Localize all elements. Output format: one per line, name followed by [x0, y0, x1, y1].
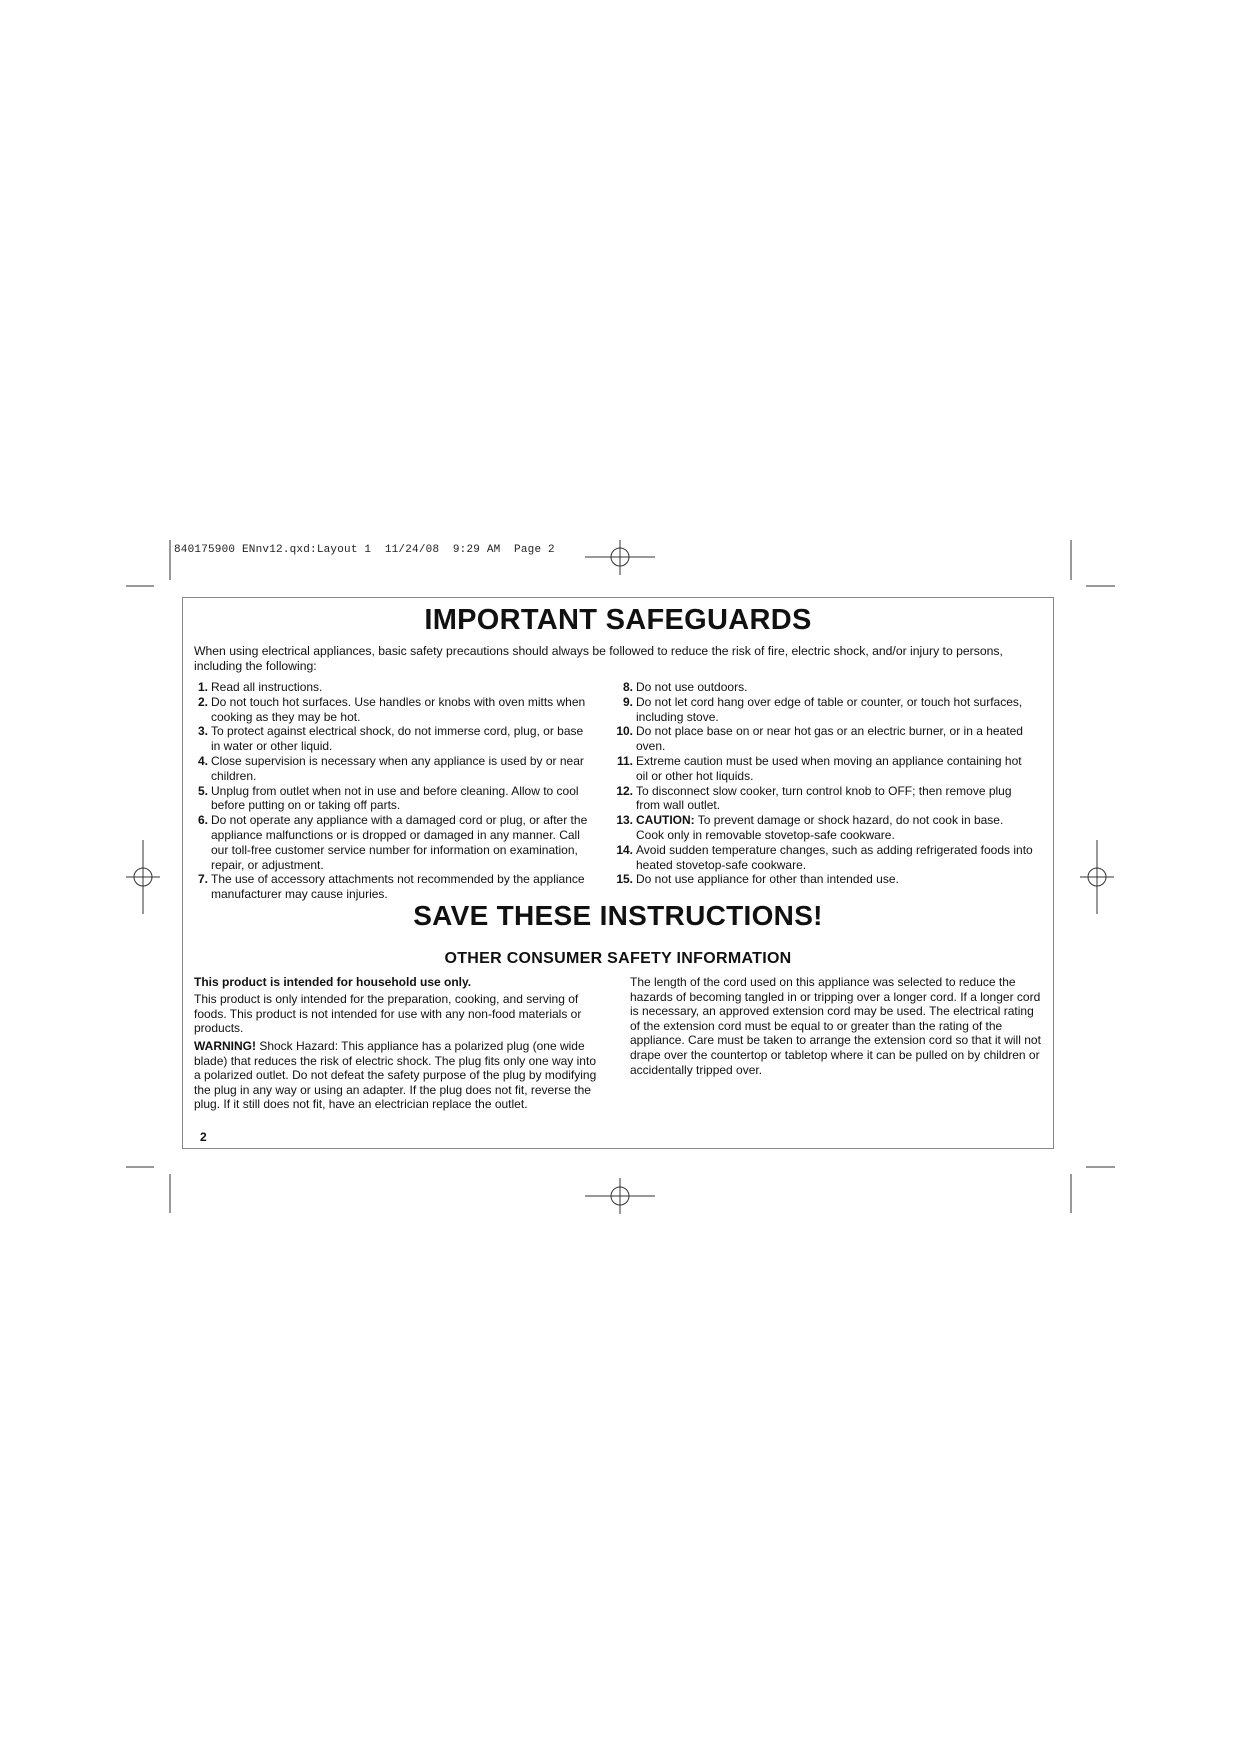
- list-item: 11. Extreme caution must be used when moving an appliance containing hot oil or other hot liquids.: [616, 753, 1022, 783]
- file-slug: 840175900 ENnv12.qxd:Layout 1 11/24/08 9:29 AM Page 2: [174, 544, 555, 556]
- save-instructions-heading: SAVE THESE INSTRUCTIONS!: [413, 900, 823, 931]
- caution-label: CAUTION:: [636, 813, 695, 828]
- household-note: This product is intended for household use only.: [194, 975, 472, 989]
- list-item: 8. Do not use outdoors.: [622, 680, 748, 694]
- safeguards-list-left: [189, 680, 589, 902]
- safeguards-panel: [182, 597, 1054, 1149]
- warning-paragraph: WARNING! Shock Hazard: This appliance has a polarized plug (one wide blade) that reduces the risk of electric shock. The plug fits only one way into a polarized outlet. Do not defeat the safety purpose of the plug by modifying the plug in any way or using an adapter. If the plug does not fit, reverse the plug. If it still does not fit, have an electrician replace the outlet.: [194, 1039, 597, 1112]
- list-item: 5. Unplug from outlet when not in use and before cleaning. Allow to cool before putting on or taking off parts.: [197, 783, 579, 813]
- list-item: 3. To protect against electrical shock, do not immerse cord, plug, or base in water or other liquid.: [197, 724, 584, 754]
- registration-mark-right: [1080, 840, 1114, 914]
- list-item: 10. Do not place base on or near hot gas or an electric burner, or in a heated oven.: [616, 724, 1023, 754]
- list-item: 7. The use of accessory attachments not recommended by the appliance manufacturer may cause injuries.: [197, 872, 585, 902]
- safeguards-list-right: [614, 680, 1034, 887]
- list-item: 13. CAUTION: To prevent damage or shock hazard, do not cook in base. Cook only in removable stovetop-safe cookware.: [616, 813, 1004, 842]
- list-item: 15. Do not use appliance for other than intended use.: [616, 872, 899, 887]
- intro-text: When using electrical appliances, basic safety precautions should always be followed to reduce the risk of fire, electric shock, and/or injury to persons, including the following:: [194, 644, 1003, 673]
- registration-mark-bottom: [585, 1178, 655, 1214]
- list-item: 2. Do not touch hot surfaces. Use handles or knobs with oven mitts when cooking as they may be hot.: [197, 694, 586, 724]
- other-safety-heading: OTHER CONSUMER SAFETY INFORMATION: [444, 950, 792, 967]
- list-item: 6. Do not operate any appliance with a damaged cord or plug, or after the appliance malfunctions or is dropped or damaged in any manner. Call our toll-free customer service number for information on examination, repair, or adjustment.: [197, 813, 588, 872]
- list-item: 1. Read all instructions.: [197, 680, 323, 694]
- page-number: 2: [200, 1130, 207, 1144]
- intended-use-paragraph: This product is only intended for the preparation, cooking, and serving of foods. This product is not intended for use with any non-food materials or products.: [194, 992, 582, 1036]
- warning-label: WARNING!: [194, 1039, 256, 1053]
- registration-mark-top: [585, 540, 655, 575]
- list-item: 4. Close supervision is necessary when any appliance is used by or near children.: [197, 753, 584, 783]
- list-item: 14. Avoid sudden temperature changes, such as adding refrigerated foods into heated stovetop-safe cookware.: [616, 842, 1033, 872]
- registration-mark-left: [126, 840, 160, 914]
- cord-paragraph: The length of the cord used on this appliance was selected to reduce the hazards of becoming tangled in or tripping over a longer cord. If a longer cord is necessary, an approved extension cord may be used. The electrical rating of the extension cord must be equal to or greater than the rating of the appliance. Care must be taken to arrange the extension cord so that it will not drape over the countertop or tabletop where it can be pulled on by children or accidentally tripped over.: [630, 975, 1041, 1077]
- page-title: IMPORTANT SAFEGUARDS: [424, 604, 812, 636]
- list-item: 9. Do not let cord hang over edge of table or counter, or touch hot surfaces, including stove.: [622, 694, 1023, 724]
- list-item: 12. To disconnect slow cooker, turn control knob to OFF; then remove plug from wall outlet.: [616, 783, 1012, 813]
